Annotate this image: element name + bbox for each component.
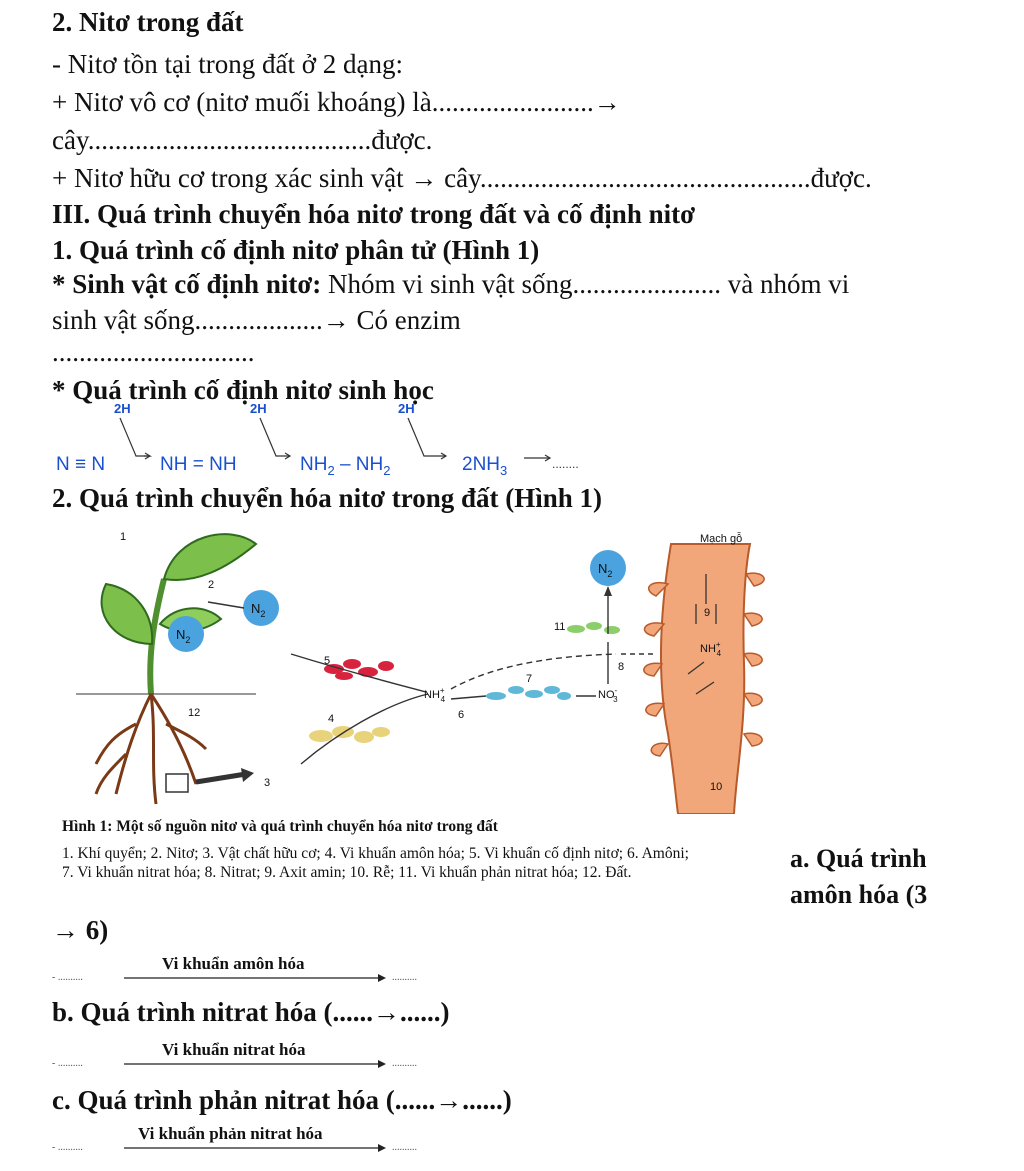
svg-text:..........: ..........	[392, 1058, 417, 1069]
arrow-glyph: →	[593, 87, 621, 117]
h-label-1: 2H	[114, 401, 131, 416]
eq-arrow-2	[260, 418, 290, 456]
svg-text:..........: ..........	[392, 972, 417, 983]
soil-sample-box	[166, 774, 188, 792]
label-7: 7	[526, 673, 533, 685]
text-fragment: được.	[371, 125, 433, 155]
label-mach-go: Mạch gỗ	[700, 533, 743, 545]
svg-text:..........: ..........	[392, 1142, 417, 1153]
blank-dots: ...................	[194, 305, 323, 335]
label-3: 3	[264, 777, 271, 789]
heading-2-chuyen-hoa: 2. Quá trình chuyển hóa nitơ trong đất (Hình 1)	[52, 483, 603, 513]
h-label-2: 2H	[250, 401, 267, 416]
organic-arrow	[196, 774, 246, 782]
label-2: 2	[208, 579, 215, 591]
arrow-label-ammonifying: Vi khuẩn amôn hóa	[162, 954, 305, 973]
label-8: 8	[618, 661, 625, 673]
eq-arrow-3	[408, 418, 446, 456]
text-fragment: được.	[810, 163, 872, 193]
label-nh4-root: NH+ 4	[700, 640, 722, 658]
label-4: 4	[328, 713, 335, 725]
label-10: 10	[710, 781, 723, 793]
section-c-arrow-row	[52, 1124, 452, 1158]
eq-tail-dots: ........	[552, 457, 579, 471]
text-fragment: sinh vật sống	[52, 305, 195, 335]
section-c-title: c. Quá trình phản nitrat hóa (......→......)	[52, 1085, 512, 1115]
text-fragment: và nhóm vi	[721, 269, 850, 299]
denitrifying-bacteria	[567, 622, 620, 634]
heading-1-co-dinh: 1. Quá trình cố định nitơ phân tử (Hình 1)	[52, 235, 540, 265]
blank-dots-line: ..............................	[52, 337, 255, 367]
heading-qt-sinh-hoc: * Quá trình cố định nitơ sinh học	[52, 375, 434, 405]
text-fragment: + Nitơ hữu cơ trong xác sinh vật → cây	[52, 163, 480, 193]
heading-III: III. Quá trình chuyển hóa nitơ trong đất và cố định nitơ	[52, 199, 696, 229]
section-a-title-1: a. Quá trình	[790, 844, 927, 873]
label-6: 6	[458, 709, 465, 721]
label-12: 12	[188, 707, 201, 719]
fixation-equation	[52, 398, 612, 478]
eq-arrow-1	[120, 418, 150, 456]
svg-text:N2: $N_2$	[598, 561, 613, 579]
label-no3: NO-3	[598, 686, 618, 704]
n2-bubble-3	[590, 550, 626, 586]
text-nito-ton-tai: - Nitơ tồn tại trong đất ở 2 dạng:	[52, 49, 403, 79]
blank-dots: .................................................	[479, 163, 811, 193]
blank-dots: ........................	[431, 87, 594, 117]
figure-caption-line-1: 1. Khí quyển; 2. Nitơ; 3. Vật chất hữu cơ; 4. Vi khuẩn amôn hóa; 5. Vi khuẩn cố định nitơ; 6. Amôni;	[62, 845, 689, 862]
label-nh4: NH+ 4	[424, 686, 446, 704]
label-1: 1	[120, 531, 127, 543]
text-nito-vo-co	[52, 86, 621, 118]
figure-1-nitrogen-cycle	[56, 524, 776, 814]
svg-text:N2: $N_2$	[176, 627, 191, 645]
nitrogen-fixing-bacteria	[324, 659, 394, 680]
text-nito-huu-co	[52, 162, 872, 194]
section-a-title-2: amôn hóa (3	[790, 880, 928, 909]
figure-caption-line-2: 7. Vi khuẩn nitrat hóa; 8. Nitrat; 9. Axit amin; 10. Rễ; 11. Vi khuẩn phản nitrat hóa; 12. Đất.	[62, 864, 632, 881]
svg-text:N2: $N_2$	[251, 601, 266, 619]
eq-step1: NH = NH	[160, 454, 237, 475]
blank-dots: ..........................................	[87, 125, 372, 155]
eq-n2: N ≡ N	[56, 454, 106, 475]
n2-bubble-1	[168, 616, 204, 652]
eq-nh3: $2NH_3$	[462, 454, 508, 478]
svg-text:- ..........: - ..........	[52, 1058, 83, 1069]
blank-dots: ......................	[572, 269, 722, 299]
label-5: 5	[324, 655, 331, 667]
text-cay-duoc	[52, 124, 432, 156]
section-b-title: b. Quá trình nitrat hóa (......→......)	[52, 997, 450, 1027]
text-fragment: → Có enzim	[322, 305, 461, 335]
text-fragment: cây	[52, 125, 88, 155]
svg-text:- ..........: - ..........	[52, 972, 83, 983]
label-9: 9	[704, 607, 711, 619]
reaction-arrow	[52, 1054, 452, 1074]
arrow-label-nitrifying: Vi khuẩn nitrat hóa	[162, 1040, 306, 1059]
nitrifying-bacteria	[486, 686, 571, 700]
reaction-arrow	[52, 1138, 452, 1158]
reaction-arrow	[52, 968, 452, 988]
svg-text:- ..........: - ..........	[52, 1142, 83, 1153]
h-label-3: 2H	[398, 401, 415, 416]
heading-nito-trong-dat: 2. Nitơ trong đất	[52, 7, 244, 37]
section-b-arrow-row	[52, 1040, 452, 1074]
text-sinh-vat-song	[52, 304, 461, 336]
leaf-top	[164, 534, 256, 580]
leaf-left	[102, 584, 153, 644]
eq-nh2-a: $NH_2 - NH_2$	[300, 454, 391, 478]
label-11: 11	[554, 621, 566, 633]
n2-bubble-2	[243, 590, 279, 626]
text-fragment-bold: * Sinh vật cố định nitơ:	[52, 269, 322, 299]
text-fragment: Nhóm vi sinh vật sống	[321, 269, 573, 299]
section-a-arrow-row	[52, 954, 452, 988]
section-a-title-3: → 6)	[52, 915, 109, 945]
figure-caption-title: Hình 1: Một số nguồn nitơ và quá trình chuyển hóa nitơ trong đất	[62, 818, 498, 835]
arrow-label-denitrifying: Vi khuẩn phản nitrat hóa	[138, 1124, 323, 1143]
text-fragment: + Nitơ vô cơ (nitơ muối khoáng) là	[52, 87, 432, 117]
text-sinh-vat-co-dinh	[52, 268, 849, 300]
